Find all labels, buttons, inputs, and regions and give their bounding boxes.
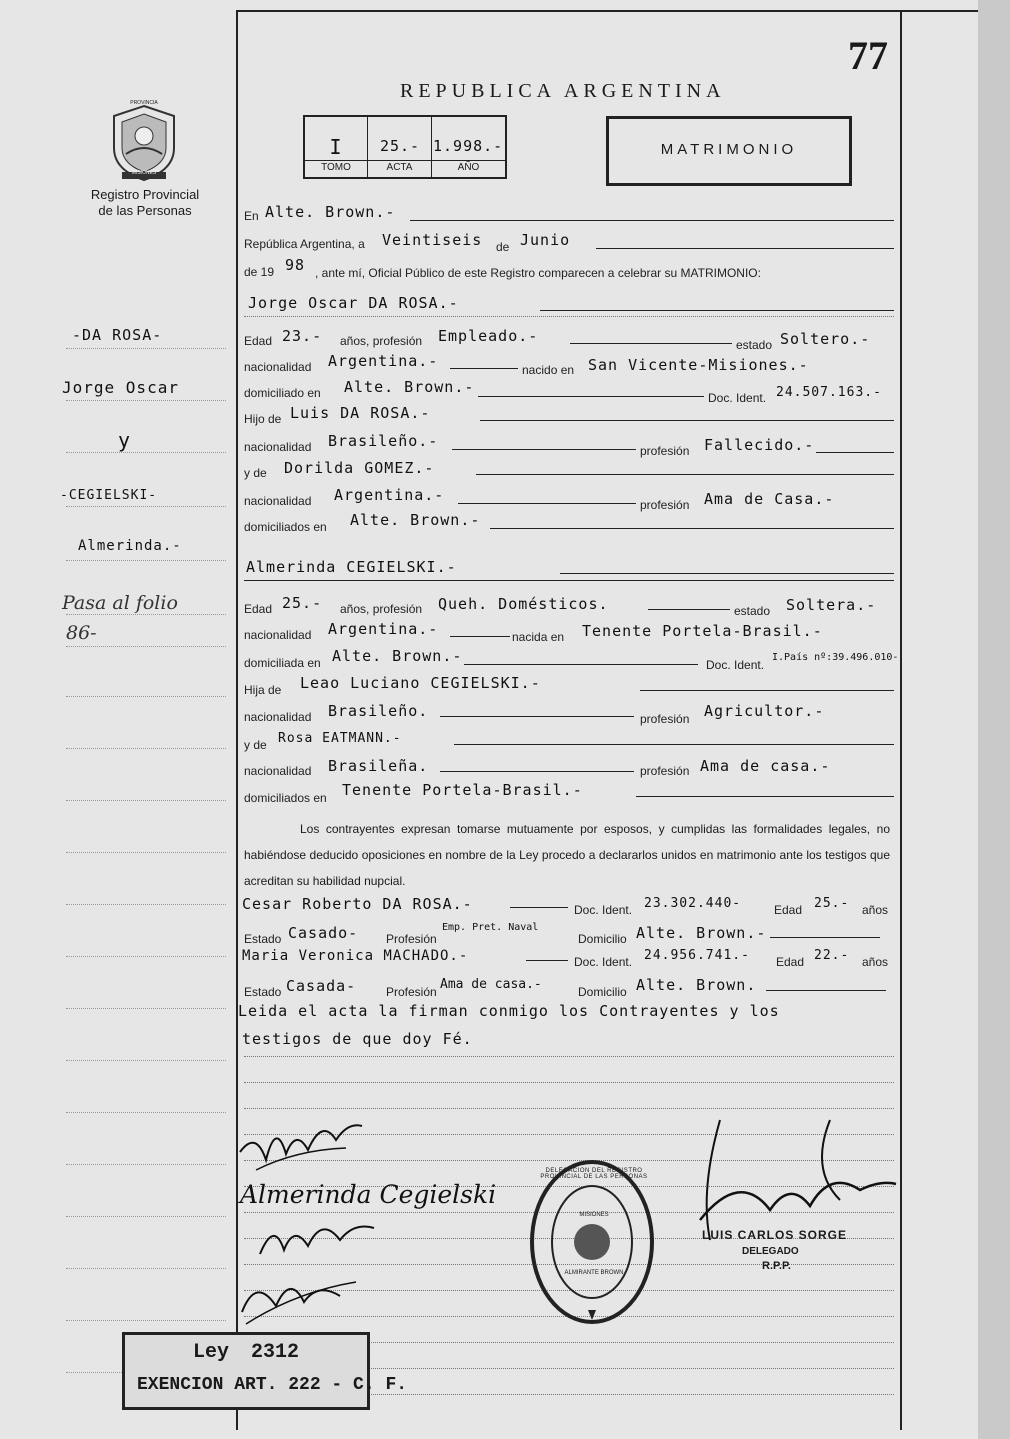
witness1-domicilio-label: Domicilio [578, 932, 627, 946]
acta-value: 25.- [379, 137, 421, 155]
margin-bride-surname: -CEGIELSKI- [60, 488, 158, 503]
bride-birthplace: Tenente Portela-Brasil.- [582, 622, 823, 640]
groom-mother: Dorilda GOMEZ.- [284, 459, 435, 477]
witness1-age: 25.- [814, 896, 850, 911]
groom-mother-prof-label: profesión [640, 498, 690, 512]
bride-parents-address: Tenente Portela-Brasil.- [342, 781, 583, 799]
groom-yde-label: y de [244, 466, 267, 480]
seal-center-bottom: MISIONES [579, 1212, 609, 1218]
margin-note-line1: Pasa al folio [62, 592, 178, 614]
groom-nationality: Argentina.- [328, 352, 439, 370]
witness2-doc-label: Doc. Ident. [574, 955, 633, 969]
witness1-edad-label: Edad [774, 903, 803, 917]
groom-father-nat-label: nacionalidad [244, 440, 312, 454]
groom-edad-label: Edad [244, 334, 273, 348]
groom-mother-profession: Ama de Casa.- [704, 490, 835, 508]
act-month: Junio [520, 231, 571, 249]
bride-edad-label: Edad [244, 602, 273, 616]
official-title-2: R.P.P. [762, 1260, 791, 1272]
page-number: 77 [848, 33, 888, 78]
groom-father-profession: Fallecido.- [704, 436, 815, 454]
groom-full-name: Jorge Oscar DA ROSA.- [248, 294, 459, 312]
registry-line-1: Registro Provincial [90, 187, 200, 202]
registry-line-2: de las Personas [98, 203, 192, 218]
witness-signature-2-icon [236, 1262, 366, 1332]
witness2-name: Maria Veronica MACHADO.- [242, 948, 469, 964]
bride-domiciliada-label: domiciliada en [244, 656, 321, 670]
tomo-value: I [329, 135, 343, 159]
witness1-doc-label: Doc. Ident. [574, 903, 633, 917]
groom-civil-status: Soltero.- [780, 330, 871, 348]
year-prefix: de 19 [244, 265, 275, 279]
witness1-address: Alte. Brown.- [636, 924, 767, 942]
witness2-domicilio-label: Domicilio [578, 985, 627, 999]
bride-parents-dom-label: domiciliados en [244, 791, 327, 805]
bride-father-profession: Agricultor.- [704, 702, 825, 720]
bride-doc: I.País nº:39.496.010- [772, 652, 899, 663]
en-label: En [244, 209, 259, 223]
groom-profession: Empleado.- [438, 327, 539, 345]
margin-groom-names: Jorge Oscar [62, 378, 179, 397]
witness2-profesion-label: Profesión [386, 985, 437, 999]
bride-age: 25.- [282, 594, 323, 612]
groom-hijo-label: Hijo de [244, 412, 282, 426]
groom-mother-nationality: Argentina.- [334, 486, 445, 504]
groom-nacido-label: nacido en [522, 363, 575, 377]
groom-doc-label: Doc. Ident. [708, 391, 767, 405]
margin-divider [236, 10, 238, 1430]
anio-value: 1.998.- [433, 137, 504, 155]
groom-doc: 24.507.163.- [776, 385, 882, 400]
bride-estado-label: estado [734, 604, 771, 618]
margin-groom-surname: -DA ROSA- [72, 326, 163, 344]
official-name: LUIS CARLOS SORGE [702, 1228, 848, 1242]
closing-line-2: testigos de que doy Fé. [242, 1030, 473, 1048]
binder-edge [978, 0, 1010, 1439]
witness2-age: 22.- [814, 948, 850, 963]
top-border [236, 10, 978, 12]
bride-father: Leao Luciano CEGIELSKI.- [300, 674, 541, 692]
witness2-doc: 24.956.741.- [644, 948, 750, 963]
seal-center-text: ALMIRANTE BROWN [564, 1270, 624, 1276]
witness1-status: Casado- [288, 924, 359, 942]
registry-name [60, 187, 230, 219]
republica-label: República Argentina, a [244, 237, 365, 251]
witness2-profession: Ama de casa.- [440, 977, 542, 992]
groom-birthplace: San Vicente-Misiones.- [588, 356, 809, 374]
bride-mother-nat-label: nacionalidad [244, 764, 312, 778]
stamp-exencion: EXENCION ART. 222 - C. F. [137, 1375, 408, 1395]
witness1-profession: Emp. Pret. Naval [442, 922, 539, 933]
seal-text-top: PROVINCIA [130, 100, 158, 106]
bride-civil-status: Soltera.- [786, 596, 877, 614]
bride-signature: Almerinda Cegielski [240, 1180, 497, 1209]
delegation-seal-icon [528, 1158, 658, 1328]
bride-mother-profession: Ama de casa.- [700, 757, 831, 775]
bride-nacida-label: nacida en [512, 630, 565, 644]
witness1-estado-label: Estado [244, 932, 282, 946]
act-place: Alte. Brown.- [265, 203, 396, 221]
margin-connector: y [118, 428, 132, 452]
bride-father-prof-label: profesión [640, 712, 690, 726]
groom-father-nationality: Brasileño.- [328, 432, 439, 450]
bride-address: Alte. Brown.- [332, 647, 463, 665]
bride-doc-label: Doc. Ident. [706, 658, 765, 672]
witness1-profesion-label: Profesión [386, 932, 437, 946]
groom-mother-nat-label: nacionalidad [244, 494, 312, 508]
witness2-address: Alte. Brown. [636, 976, 757, 994]
right-border [900, 10, 902, 1430]
seal-text-bottom: MISIONES [131, 170, 157, 176]
act-day: Veintiseis [382, 231, 483, 249]
bride-hija-label: Hija de [244, 683, 282, 697]
bride-profession: Queh. Domésticos. [438, 595, 609, 613]
groom-age: 23.- [282, 327, 323, 345]
de-label: de [496, 240, 510, 254]
groom-father-prof-label: profesión [640, 444, 690, 458]
groom-address: Alte. Brown.- [344, 378, 475, 396]
anio-label: AÑO [457, 162, 480, 173]
witness2-edad-label: Edad [776, 955, 805, 969]
witness2-anos-label: años [862, 955, 889, 969]
witness1-name: Cesar Roberto DA ROSA.- [242, 895, 473, 913]
witness2-status: Casada- [286, 977, 357, 995]
closing-line-1: Leida el acta la firman conmigo los Contrayentes y los [238, 1002, 780, 1020]
witness-signature-1-icon [250, 1210, 390, 1270]
official-title-1: DELEGADO [742, 1246, 799, 1257]
groom-profesion-label: años, profesión [340, 334, 423, 348]
declaration-paragraph: Los contrayentes expresan tomarse mutuamente por esposos, y cumplidas las formalidades legales, no habiéndose deducido oposiciones en nombre de la Ley procedo a declararlos unidos en matrimonio ante los testigos que acreditan su habilidad nupcial. [244, 822, 890, 888]
tomo-label: TOMO [321, 162, 351, 173]
document-type: MATRIMONIO [660, 141, 798, 158]
bride-mother-prof-label: profesión [640, 764, 690, 778]
seal-ring-text: DELEGACION DEL REGISTRO PROVINCIAL DE LAS PERSONAS [540, 1168, 648, 1180]
intro-text: , ante mí, Oficial Público de este Registro comparecen a celebrar su MATRIMONIO: [315, 266, 761, 280]
groom-nacionalidad-label: nacionalidad [244, 360, 312, 374]
stamp-ley-label: Ley [193, 1341, 230, 1364]
document-type-box [606, 116, 852, 186]
groom-parents-address: Alte. Brown.- [350, 511, 481, 529]
bride-nationality: Argentina.- [328, 620, 439, 638]
bride-yde-label: y de [244, 738, 267, 752]
year-suffix: 98 [285, 256, 306, 274]
groom-signature-icon [236, 1110, 376, 1180]
acta-label: ACTA [386, 162, 413, 173]
witness1-anos-label: años [862, 903, 889, 917]
bride-mother-nationality: Brasileña. [328, 757, 429, 775]
groom-parents-dom-label: domiciliados en [244, 520, 327, 534]
witness1-doc: 23.302.440- [644, 896, 742, 911]
bride-full-name: Almerinda CEGIELSKI.- [246, 558, 457, 576]
groom-estado-label: estado [736, 338, 773, 352]
margin-bride-names: Almerinda.- [78, 538, 182, 554]
bride-nacionalidad-label: nacionalidad [244, 628, 312, 642]
bride-profesion-label: años, profesión [340, 602, 423, 616]
witness2-estado-label: Estado [244, 985, 282, 999]
stamp-ley-number: 2312 [251, 1341, 300, 1364]
bride-father-nationality: Brasileño. [328, 702, 429, 720]
country-title: REPUBLICA ARGENTINA [400, 80, 726, 102]
bride-father-nat-label: nacionalidad [244, 710, 312, 724]
bride-mother: Rosa EATMANN.- [278, 731, 402, 746]
tax-exemption-stamp [122, 1332, 408, 1410]
margin-note-line2: 86- [66, 622, 97, 644]
groom-father: Luis DA ROSA.- [290, 404, 431, 422]
groom-domiciliado-label: domiciliado en [244, 386, 321, 400]
record-number-box [303, 115, 507, 179]
